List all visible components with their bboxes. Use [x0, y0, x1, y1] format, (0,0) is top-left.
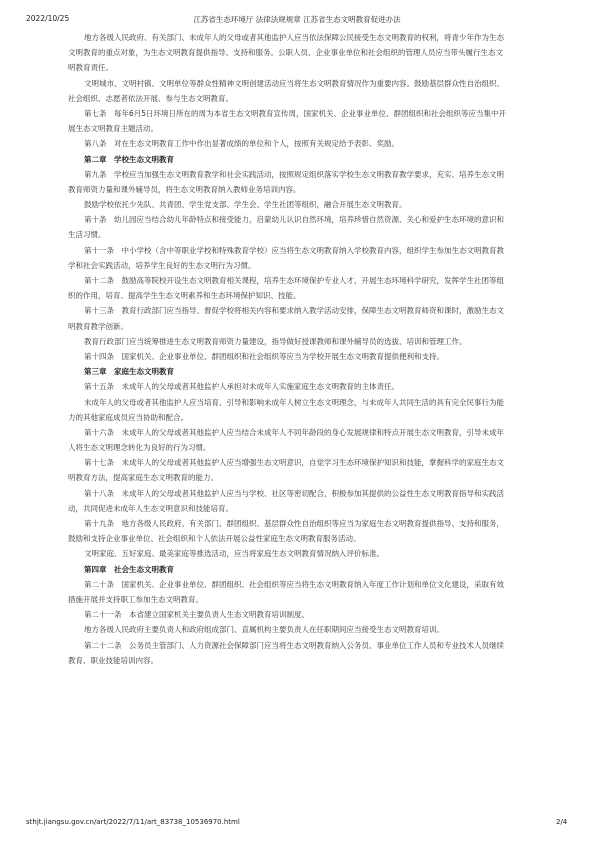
paragraph-line: 第九条 学校应当加强生态文明教育教学和社会实践活动，按照规定组织落实学校生态文明教育教学要求，充实、培养生态文明	[84, 169, 504, 179]
paragraph-line: 明教育教学创新。	[68, 321, 128, 331]
article-paragraph	[68, 212, 594, 242]
article-paragraph	[68, 425, 594, 455]
paragraph-line: 第二十条 国家机关、企业事业单位、群团组织、社会组织等应当将生态文明教育纳入年度工作计划和单位文化建设，采取有效	[84, 579, 504, 589]
chapter-heading	[68, 152, 594, 167]
article-paragraph	[68, 577, 594, 607]
paragraph-line: 文明教育的重点对象，为生态文明教育提供指导、支持和服务。公职人员、企业事业单位和社会组织的管理人员应当带头履行生态文	[68, 48, 503, 58]
article-paragraph	[68, 167, 594, 197]
paragraph-line: 第七条 每年6月5日环境日所在的周为本省生态文明教育宣传周，国家机关、企业事业单位、群团组织和社会组织等应当集中开	[84, 108, 507, 118]
article-paragraph	[68, 455, 594, 485]
paragraph-line: 教育行政部门应当统筹推进生态文明教育师资力量建设，指导做好授课教师和课外辅导员的选拔、培训和管理工作。	[84, 336, 467, 346]
article-paragraph	[68, 546, 594, 561]
page-url: sthjt.jiangsu.gov.cn/art/2022/7/11/art_83738_10536970.html	[26, 818, 240, 826]
article-paragraph	[68, 516, 594, 546]
paragraph-line: 第二十二条 公务员主管部门、人力资源社会保障部门应当将生态文明教育纳入公务员、事业单位工作人员和专业技术人员继续	[84, 640, 504, 650]
print-date: 2022/10/25	[26, 14, 70, 23]
paragraph-line: 学和社会实践活动，培养学生良好的生态文明行为习惯。	[68, 260, 256, 270]
paragraph-line: 第四章 社会生态文明教育	[84, 564, 174, 574]
article-paragraph	[68, 76, 594, 106]
paragraph-line: 地方各级人民政府主要负责人和政府组成部门、直属机构主要负责人在任职期间应当接受生态文明教育培训。	[84, 625, 444, 635]
paragraph-line: 第十四条 国家机关、企业事业单位、群团组织和社会组织等应当为学校开展生态文明教育提供便利和支持。	[84, 351, 444, 361]
paragraph-line: 第十三条 教育行政部门应当指导、督促学校将相关内容和要求纳入教学活动安排，保障生态文明教育师资和课时，激励生态文	[84, 306, 504, 316]
paragraph-line: 明教育方法，提高家庭生态文明教育的能力。	[68, 473, 218, 483]
paragraph-line: 社会组织、志愿者依法开展、参与生态文明教育。	[68, 93, 233, 103]
paragraph-line: 教育师资力量和课外辅导员，将生态文明教育纳入教师业务培训内容。	[68, 184, 301, 194]
article-paragraph	[68, 303, 594, 333]
article-paragraph	[68, 136, 594, 151]
paragraph-line: 力的其他家庭成员应当协助和配合。	[68, 412, 188, 422]
paragraph-line: 第十二条 鼓励高等院校开设生态文明教育相关课程，培养生态环境保护专业人才，开展生态环境科学研究，发挥学生社团等组	[84, 276, 504, 285]
page-number: 2/4	[556, 818, 568, 826]
paragraph-line: 鼓励学校依托少先队、共青团、学生党支部、学生会、学生社团等组织，融合开展生态文明教育。	[84, 200, 407, 210]
paragraph-line: 地方各级人民政府、有关部门、未成年人的父母或者其他监护人应当依法保障公民接受生态文明教育的权利，将青少年作为生态	[84, 33, 504, 42]
paragraph-line: 鼓励和支持企业事业单位、社会组织和个人依法开展公益性家庭生态文明教育服务活动。	[68, 534, 361, 544]
paragraph-line: 第二十一条 本省建立国家机关主要负责人生态文明教育培训制度。	[84, 610, 309, 620]
paragraph-line: 第三章 家庭生态文明教育	[84, 367, 174, 377]
paragraph-line: 展生态文明教育主题活动。	[68, 124, 158, 134]
paragraph-line: 第十五条 未成年人的父母或者其他监护人承担对未成年人实施家庭生态文明教育的主体责任。	[84, 382, 399, 392]
paragraph-line: 人将生态文明理念转化为良好的行为习惯。	[68, 443, 211, 453]
paragraph-line: 明教育责任。	[68, 63, 113, 73]
paragraph-line: 织的作用，培育、提高学生生态文明素养和生态环境保护知识、技能。	[68, 291, 301, 301]
article-paragraph	[68, 273, 594, 303]
article-paragraph	[68, 30, 594, 76]
chapter-heading	[68, 562, 594, 577]
article-paragraph	[68, 243, 594, 273]
paragraph-line: 第十条 幼儿园应当结合幼儿年龄特点和接受能力，启蒙幼儿认识自然环境，培养珍惜自然资源、关心和爱护生态环境的意识和	[84, 215, 504, 225]
paragraph-line: 措施开展并支持职工参加生态文明教育。	[68, 594, 203, 604]
paragraph-line: 未成年人的父母或者其他监护人应当培育、引导和影响未成年人树立生态文明理念，与未成年人共同生活的具有完全民事行为能	[84, 397, 504, 407]
paragraph-line: 第十九条 地方各级人民政府、有关部门、群团组织、基层群众性自治组织等应当为家庭生态文明教育提供指导、支持和服务，	[84, 519, 504, 528]
paragraph-line: 文明城市、文明村镇、文明单位等群众性精神文明创建活动应当将生态文明教育情况作为重要内容。鼓励基层群众性自治组织、	[84, 78, 504, 88]
article-body	[68, 30, 594, 668]
article-paragraph	[68, 486, 594, 516]
article-paragraph	[68, 379, 594, 394]
paragraph-line: 教育、职业技能培训内容。	[68, 655, 158, 665]
article-paragraph	[68, 106, 594, 136]
article-paragraph	[68, 622, 594, 637]
article-paragraph	[68, 638, 594, 668]
paragraph-line: 动，共同促进未成年人生态文明意识和技能培育。	[68, 503, 233, 513]
article-paragraph	[68, 197, 594, 212]
article-paragraph	[68, 349, 594, 364]
paragraph-line: 第十七条 未成年人的父母或者其他监护人应当增强生态文明意识，自觉学习生态环境保护知识和技能，掌握科学的家庭生态文	[84, 458, 504, 468]
article-paragraph	[68, 607, 594, 622]
page-header-title: 江苏省生态环境厅 法律法规规章 江苏省生态文明教育促进办法	[193, 15, 401, 24]
paragraph-line: 文明家庭、五好家庭、最美家庭等推选活动，应当将家庭生态文明教育情况纳入评价标准。	[84, 549, 384, 559]
article-paragraph	[68, 395, 594, 425]
paragraph-line: 第八条 对在生态文明教育工作中作出显著成绩的单位和个人，按照有关规定给予表彰、奖励。	[84, 139, 399, 149]
paragraph-line: 第十六条 未成年人的父母或者其他监护人应当结合未成年人不同年龄段的身心发展规律和特点开展生态文明教育，引导未成年	[84, 427, 504, 437]
article-paragraph	[68, 334, 594, 349]
paragraph-line: 第二章 学校生态文明教育	[84, 154, 174, 164]
paragraph-line: 生活习惯。	[68, 230, 106, 240]
paragraph-line: 第十一条 中小学校（含中等职业学校和特殊教育学校）应当将生态文明教育纳入学校教育内容，组织学生参加生态文明教育教	[84, 245, 504, 255]
chapter-heading	[68, 364, 594, 379]
paragraph-line: 第十八条 未成年人的父母或者其他监护人应当与学校、社区等密切配合，积极参加其提供的公益性生态文明教育指导和实践活	[84, 488, 504, 498]
